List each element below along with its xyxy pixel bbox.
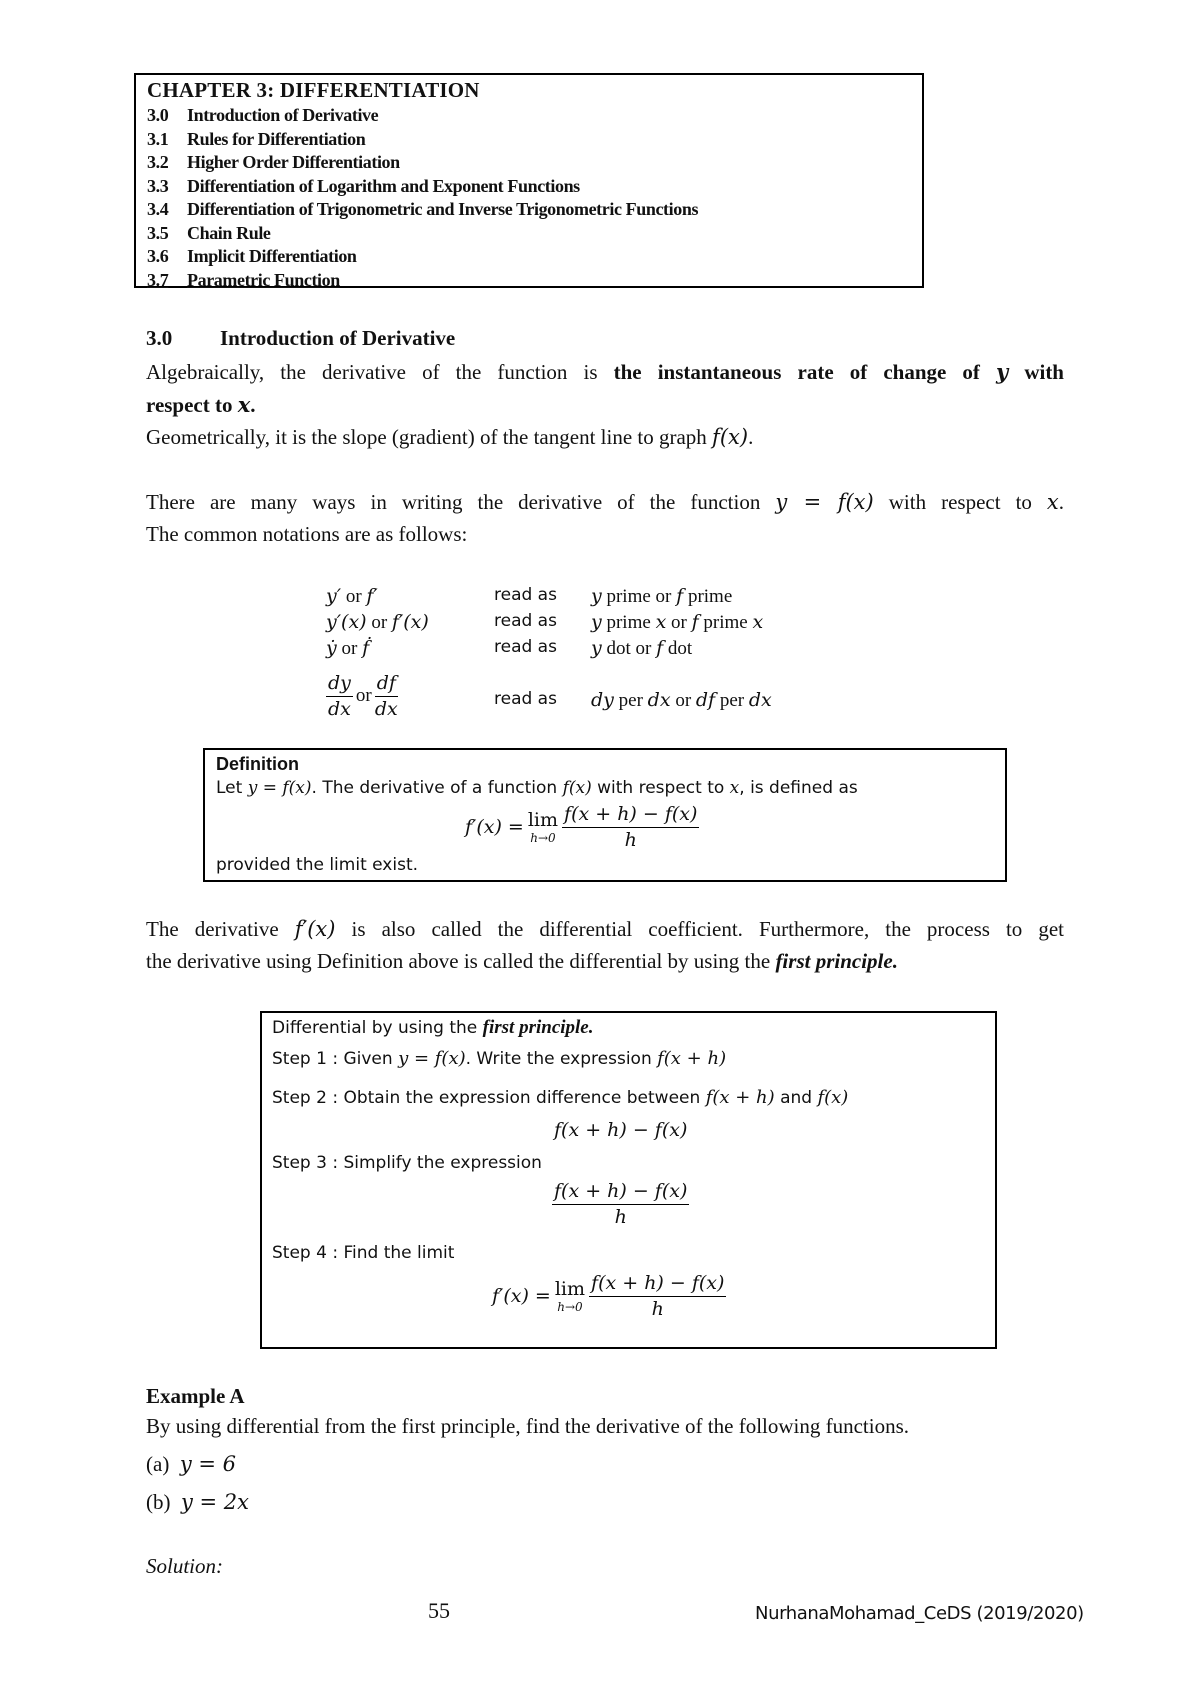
read-as-label: read as (494, 637, 557, 657)
text: the instantaneous rate of change of (613, 360, 997, 384)
text: Step 4 : Find the limit (272, 1243, 455, 1263)
text: or (336, 638, 363, 659)
math: df (695, 689, 716, 711)
step-2 (272, 1087, 848, 1108)
definition-line (216, 775, 994, 801)
toc-item (147, 128, 922, 152)
toc-item (147, 151, 922, 175)
math: y (996, 359, 1009, 384)
example-heading: Example A (146, 1384, 245, 1408)
text: with respect to (873, 490, 1047, 514)
math: f(x) (562, 778, 592, 798)
text: or (670, 690, 696, 711)
toc-item-label: Differentiation of Trigonometric and Inverse Trigonometric Functions (187, 199, 699, 219)
text: dot (663, 638, 693, 659)
read-as-label: read as (494, 611, 557, 631)
math: y = 2x (181, 1490, 250, 1514)
text: with respect to (591, 778, 730, 798)
text: prime (601, 612, 656, 633)
example-part-b (146, 1486, 1064, 1518)
toc-item-label: Implicit Differentiation (187, 246, 357, 266)
toc-item-num: 3.4 (147, 199, 169, 219)
math: f′(x) (294, 917, 336, 941)
math: x (752, 611, 764, 633)
math: y = 6 (179, 1452, 236, 1476)
difference-quotient (552, 1181, 689, 1228)
text: prime (698, 612, 753, 633)
lim-subscript: h→0 (530, 830, 556, 845)
step-3-quotient (552, 1181, 689, 1228)
section-number: 3.0 (146, 326, 173, 350)
fraction-df-dx (375, 673, 398, 720)
denominator: h (624, 828, 637, 851)
text: or (666, 612, 692, 633)
text: per (715, 690, 749, 711)
toc-item-label: Chain Rule (187, 222, 271, 243)
difference-quotient (562, 804, 699, 851)
text: Let (216, 778, 248, 798)
example-part-a (146, 1448, 1064, 1480)
section-title: Introduction of Derivative (220, 326, 456, 350)
part-label: (b) (146, 1490, 171, 1514)
after-definition-line-2 (146, 945, 1064, 977)
difference-expression: f(x + h) − f(x) (554, 1119, 688, 1141)
example-text: By using differential from the first principle, find the derivative of the following functions. (146, 1414, 910, 1438)
math: f(x + h) (705, 1087, 775, 1108)
toc-item-num: 3.2 (147, 152, 169, 172)
toc-item-label: Differentiation of Logarithm and Exponent Functions (187, 175, 580, 196)
toc-item-num: 3.6 (147, 246, 169, 266)
toc-item (147, 269, 922, 293)
limit-operator (554, 1277, 586, 1314)
text: or (341, 586, 367, 607)
text: . (748, 425, 754, 449)
toc-item-label: Higher Order Differentiation (187, 152, 400, 172)
section-heading (146, 326, 455, 351)
fraction-dy-dx (326, 673, 353, 720)
toc-item-num: 3.5 (147, 222, 169, 243)
denominator: h (651, 1297, 664, 1320)
chapter-title: CHAPTER 3: DIFFERENTIATION (147, 78, 480, 102)
toc-item-label: Rules for Differentiation (187, 128, 366, 149)
author-credit: NurhanaMohamad_CeDS (2019/2020) (755, 1603, 1084, 1624)
math: f(x + h) (657, 1048, 727, 1069)
lim-word: lim (527, 808, 559, 831)
toc-item-num: 3.7 (147, 269, 169, 290)
math: y = f(x) (398, 1048, 466, 1069)
text: prime or (601, 586, 677, 607)
read-as-label: read as (494, 689, 557, 709)
math: y = f(x) (775, 490, 874, 514)
text: Geometrically, it is the slope (gradient) of the tangent line to graph (146, 425, 713, 449)
text: is also called the differential coefficient. Furthermore, the process to get (335, 917, 1064, 941)
text: There are many ways in writing the derivative of the function (146, 490, 776, 514)
math: x (655, 611, 667, 633)
text: the derivative using Definition above is called the differential by using the (146, 949, 776, 973)
text: with (1008, 360, 1064, 384)
denominator: dx (328, 697, 351, 720)
step-3 (272, 1153, 542, 1173)
emphasis: first principle. (775, 949, 898, 973)
text: or (355, 685, 372, 707)
formula-lhs: f′(x) = (465, 816, 524, 839)
math: y′ (326, 585, 342, 607)
toc-item (147, 175, 922, 199)
math: f (691, 611, 699, 633)
text: The common notations are as follows: (146, 522, 468, 546)
text: Algebraically, the derivative of the function is (146, 360, 614, 384)
numerator: f(x + h) − f(x) (552, 1181, 689, 1205)
step-1 (272, 1048, 726, 1069)
formula-lhs: f′(x) = (492, 1285, 551, 1308)
numerator: f(x + h) − f(x) (562, 804, 699, 828)
text: and (774, 1088, 818, 1108)
text: per (613, 690, 648, 711)
text: . Write the expression (465, 1049, 658, 1069)
limit-operator (527, 808, 559, 845)
text: . (1058, 490, 1065, 514)
math: f(x) (712, 425, 749, 449)
math: y′(x) (326, 611, 367, 633)
math: y (591, 637, 602, 659)
definition-footer: provided the limit exist. (216, 855, 419, 875)
first-principle-steps-box (260, 1011, 997, 1349)
toc-item-num: 3.0 (147, 105, 169, 125)
lim-word: lim (554, 1277, 586, 1300)
numerator: dy (326, 673, 353, 697)
notation-paragraph-line-1 (146, 486, 1064, 518)
toc-item-num: 3.1 (147, 128, 169, 149)
math: f′(x) (391, 611, 429, 633)
math: ẏ (326, 637, 337, 659)
math: f (676, 585, 684, 607)
numerator: df (375, 673, 398, 697)
intro-paragraph-line-1 (146, 356, 1064, 388)
math: x (729, 778, 740, 798)
text: Step 3 : Simplify the expression (272, 1153, 542, 1173)
math: y = f(x) (247, 778, 312, 798)
text: Step 1 : Given (272, 1049, 399, 1069)
chapter-contents-box (134, 73, 924, 288)
toc-item (147, 222, 922, 246)
text: dot or (601, 638, 657, 659)
steps-title (272, 1017, 594, 1039)
math: dx (748, 689, 772, 711)
numerator: f(x + h) − f(x) (589, 1273, 726, 1297)
denominator: dx (374, 697, 398, 720)
text: respect to (146, 393, 238, 417)
toc-item (147, 198, 922, 222)
definition-title: Definition (216, 754, 299, 774)
math: y (591, 585, 602, 607)
math: y (591, 611, 602, 633)
toc-item (147, 104, 922, 128)
solution-label (146, 1550, 1064, 1582)
page-number: 55 (428, 1598, 450, 1623)
math: dy (591, 689, 614, 711)
math: x (237, 392, 251, 417)
text: prime (683, 586, 733, 607)
text: , is defined as (739, 778, 858, 798)
toc-item-num: 3.3 (147, 175, 169, 196)
toc-item-label: Parametric Function (187, 269, 340, 290)
math: dx (647, 689, 671, 711)
emphasis: first principle. (482, 1017, 594, 1038)
step-4 (272, 1243, 454, 1263)
text: The derivative (146, 917, 295, 941)
math: f(x) (817, 1087, 849, 1108)
text: . (250, 393, 256, 417)
solution-text: Solution: (146, 1554, 223, 1578)
intro-paragraph-line-2 (146, 389, 1064, 421)
toc-item-label: Introduction of Derivative (187, 105, 379, 125)
text: . The derivative of a function (311, 778, 563, 798)
notation-paragraph-line-2 (146, 518, 1064, 550)
math: f (656, 637, 664, 659)
step-4-limit-formula (492, 1273, 726, 1320)
math: x (1046, 490, 1059, 514)
part-label: (a) (146, 1452, 170, 1476)
derivative-definition-formula (465, 804, 699, 851)
text: Differential by using the (272, 1018, 483, 1038)
denominator: h (614, 1205, 627, 1228)
after-definition-line-1 (146, 913, 1064, 945)
toc-item (147, 245, 922, 269)
difference-quotient (589, 1273, 726, 1320)
lim-subscript: h→0 (557, 1299, 583, 1314)
math: f′ (366, 585, 378, 607)
text: Step 2 : Obtain the expression difference between (272, 1088, 706, 1108)
text: or (366, 612, 392, 633)
read-as-label: read as (494, 585, 557, 605)
geometric-paragraph (146, 421, 1064, 453)
math: ḟ (362, 637, 370, 659)
definition-box (203, 748, 1007, 882)
